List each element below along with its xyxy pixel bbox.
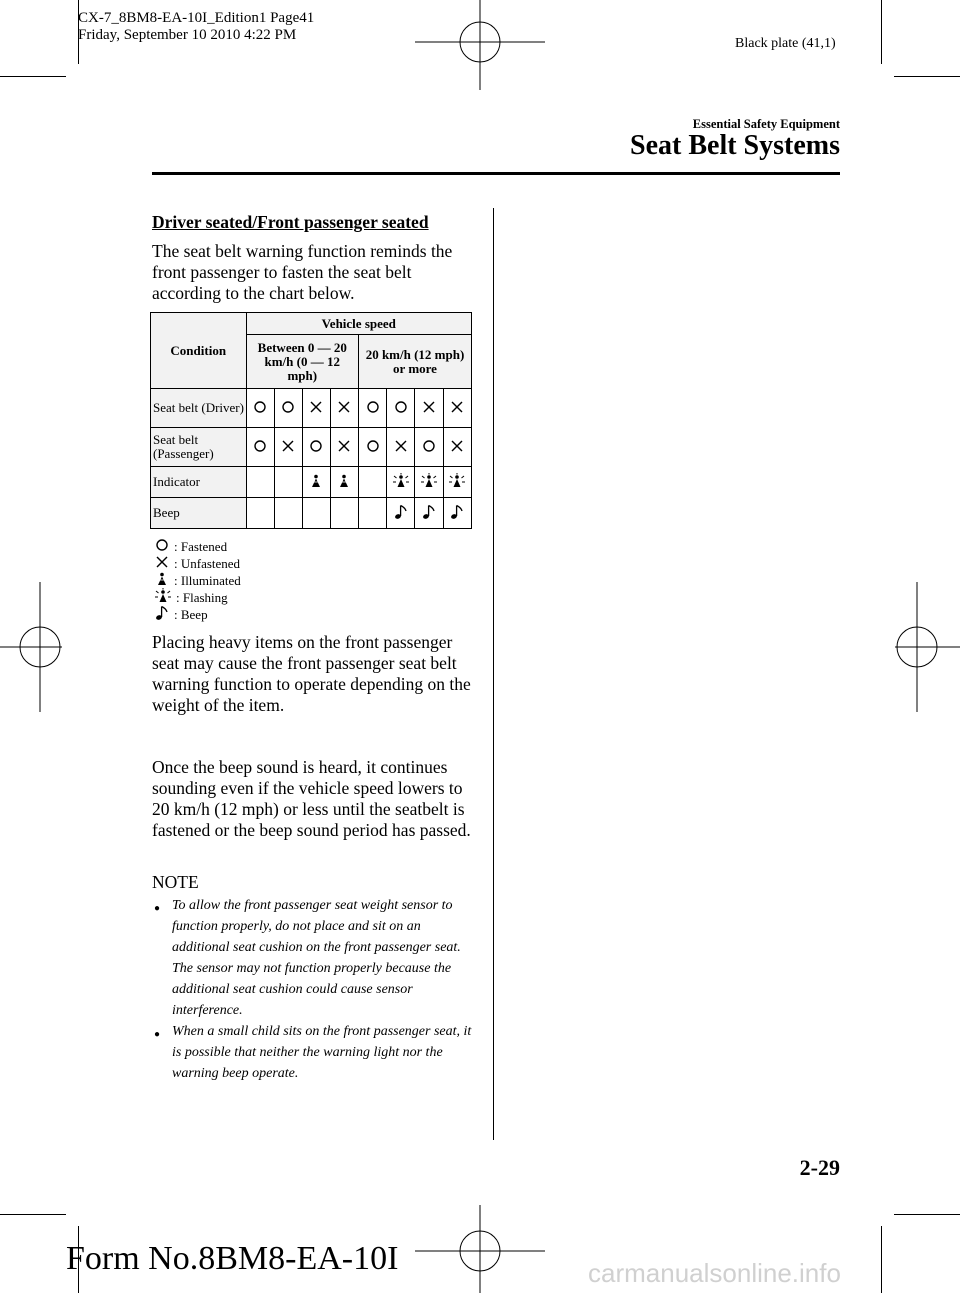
intro-paragraph: The seat belt warning function reminds the front passenger to fasten the seat belt according to the chart below.	[152, 241, 453, 303]
crop-mark	[894, 1214, 960, 1215]
row-label: Indicator	[151, 467, 247, 498]
column-divider	[493, 208, 494, 1140]
print-header-file: CX-7_8BM8-EA-10I_Edition1 Page41	[78, 10, 315, 26]
beep-icon	[154, 605, 174, 625]
section-title: Essential Safety Equipment	[692, 117, 840, 131]
flashing-icon	[387, 467, 415, 498]
speed-high-header: 20 km/h (12 mph) or more	[359, 335, 472, 389]
flashing-icon	[415, 467, 443, 498]
print-header	[78, 10, 314, 44]
legend-item	[154, 538, 241, 555]
watermark: carmanualsonline.info	[588, 1258, 841, 1288]
beep-icon	[387, 498, 415, 529]
legend	[154, 538, 241, 623]
unfastened-icon	[443, 428, 471, 467]
unfastened-icon	[302, 389, 330, 428]
paragraph-beep: Once the beep sound is heard, it continues sounding even if the vehicle speed lowers to 20 km/h (12 mph) or less until the seatbelt is fastened or the beep sound period has passed.	[152, 757, 471, 840]
page-title: Seat Belt Systems	[630, 130, 840, 161]
crop-mark	[0, 1214, 66, 1215]
registration-mark-icon	[415, 1205, 545, 1293]
crop-mark	[894, 76, 960, 77]
empty-cell	[274, 467, 302, 498]
beep-icon	[415, 498, 443, 529]
fastened-icon	[387, 389, 415, 428]
legend-text: : Beep	[174, 607, 208, 622]
legend-text: : Flashing	[176, 590, 228, 605]
table-row	[151, 428, 472, 467]
legend-item	[154, 555, 241, 572]
empty-cell	[359, 498, 387, 529]
seat-belt-warning-table	[150, 312, 472, 529]
legend-item	[154, 572, 241, 589]
unfastened-icon	[330, 428, 358, 467]
note-text: To allow the front passenger seat weight sensor to function properly, do not place and sit on an additional seat cushion on the front passenger seat. The sensor may not function properly because the additional seat cushion could cause sensor interference.	[172, 898, 461, 1018]
paragraph-heavy-items: Placing heavy items on the front passenger seat may cause the front passenger seat belt warning function to operate depending on the weight of the item.	[152, 632, 471, 715]
empty-cell	[246, 467, 274, 498]
illuminated-icon	[302, 467, 330, 498]
empty-cell	[246, 498, 274, 529]
legend-text: : Illuminated	[174, 573, 241, 588]
fastened-icon	[274, 389, 302, 428]
note-list	[154, 895, 476, 1084]
vehicle-speed-header: Vehicle speed	[246, 313, 472, 335]
row-label: Seat belt (Passenger)	[151, 428, 247, 467]
plate-label: Black plate (41,1)	[735, 36, 836, 51]
note-label: NOTE	[152, 872, 199, 892]
registration-mark-icon	[895, 582, 960, 712]
unfastened-icon	[330, 389, 358, 428]
empty-cell	[330, 498, 358, 529]
fastened-icon	[246, 389, 274, 428]
crop-mark	[0, 76, 66, 77]
registration-mark-icon	[415, 0, 545, 90]
registration-mark-icon	[0, 582, 62, 712]
fastened-icon	[246, 428, 274, 467]
legend-text: : Unfastened	[174, 556, 241, 571]
bullet-icon: ●	[154, 1029, 161, 1040]
crop-mark	[881, 1226, 882, 1293]
unfastened-icon	[443, 389, 471, 428]
print-header-date: Friday, September 10 2010 4:22 PM	[78, 27, 297, 43]
table-row	[151, 498, 472, 529]
flashing-icon	[443, 467, 471, 498]
row-label: Beep	[151, 498, 247, 529]
row-label: Seat belt (Driver)	[151, 389, 247, 428]
fastened-icon	[302, 428, 330, 467]
condition-header: Condition	[151, 313, 247, 389]
unfastened-icon	[274, 428, 302, 467]
fastened-icon	[415, 428, 443, 467]
note-item	[154, 895, 476, 1021]
unfastened-icon	[415, 389, 443, 428]
crop-mark	[881, 0, 882, 64]
subheading: Driver seated/Front passenger seated	[152, 212, 429, 232]
page-number: 2-29	[799, 1155, 840, 1180]
table-row	[151, 467, 472, 498]
speed-low-header: Between 0 — 20 km/h (0 — 12 mph)	[246, 335, 359, 389]
empty-cell	[359, 467, 387, 498]
form-number: Form No.8BM8-EA-10I	[66, 1240, 399, 1277]
note-item	[154, 1021, 476, 1084]
empty-cell	[274, 498, 302, 529]
fastened-icon	[359, 428, 387, 467]
empty-cell	[302, 498, 330, 529]
fastened-icon	[359, 389, 387, 428]
unfastened-icon	[387, 428, 415, 467]
legend-item	[154, 589, 241, 606]
note-text: When a small child sits on the front passenger seat, it is possible that neither the warning light nor the warning beep operate.	[172, 1024, 472, 1081]
beep-icon	[443, 498, 471, 529]
title-rule	[152, 172, 840, 175]
legend-text: : Fastened	[174, 539, 228, 554]
table-row	[151, 389, 472, 428]
illuminated-icon	[330, 467, 358, 498]
bullet-icon: ●	[154, 903, 161, 914]
legend-item	[154, 606, 241, 623]
